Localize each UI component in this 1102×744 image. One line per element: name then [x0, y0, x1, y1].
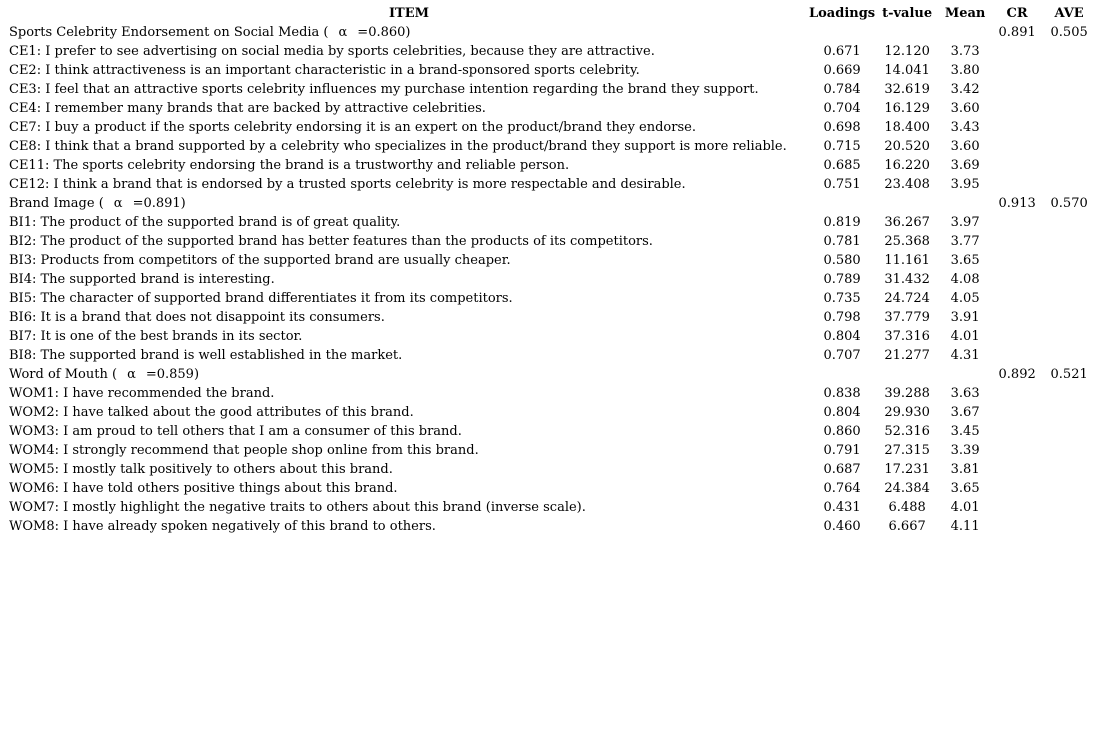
item-text: WOM1: I have recommended the brand.	[9, 386, 275, 401]
t-value: 24.724	[884, 291, 930, 306]
alpha-value: =0.891)	[132, 196, 186, 211]
t-value: 18.400	[884, 120, 930, 135]
table-row	[9, 156, 1095, 175]
table-row	[9, 498, 1095, 517]
loading-value: 0.819	[823, 215, 861, 230]
t-value: 31.432	[884, 272, 930, 287]
loading-value: 0.698	[823, 120, 861, 135]
empty-cell	[991, 118, 1043, 137]
item-text: CE7: I buy a product if the sports celebrity endorsing it is an expert on the product/brand they endorse.	[9, 120, 696, 135]
empty-cell	[1043, 346, 1095, 365]
header-item: ITEM	[388, 6, 430, 21]
empty-cell	[991, 346, 1043, 365]
mean-value: 4.01	[950, 500, 980, 515]
t-value: 39.288	[884, 386, 930, 401]
header-t-value: t-value	[882, 6, 933, 21]
empty-cell	[1043, 99, 1095, 118]
alpha-value: =0.859)	[145, 367, 200, 382]
loading-value: 0.860	[823, 424, 861, 439]
mean-value: 3.91	[950, 310, 980, 325]
mean-value: 3.65	[950, 481, 980, 496]
section-title	[9, 194, 809, 213]
item-text: WOM5: I mostly talk positively to others about this brand.	[9, 462, 393, 477]
mean-value: 3.77	[950, 234, 980, 249]
loading-value: 0.804	[823, 329, 861, 344]
empty-cell	[991, 80, 1043, 99]
item-text: BI4: The supported brand is interesting.	[9, 272, 275, 287]
empty-cell	[1043, 156, 1095, 175]
empty-cell	[1043, 61, 1095, 80]
mean-value: 3.80	[950, 63, 980, 78]
header-cr: CR	[1006, 6, 1028, 21]
item-text: CE8: I think that a brand supported by a celebrity who specializes in the product/brand they support is more reliable.	[9, 139, 787, 154]
mean-value: 3.65	[950, 253, 980, 268]
item-text: BI3: Products from competitors of the supported brand are usually cheaper.	[9, 253, 511, 268]
t-value: 32.619	[884, 82, 930, 97]
item-text: WOM8: I have already spoken negatively of this brand to others.	[9, 519, 436, 534]
empty-cell	[991, 479, 1043, 498]
alpha-symbol: α	[338, 25, 348, 40]
table-row	[9, 441, 1095, 460]
loading-value: 0.687	[823, 462, 861, 477]
loading-value: 0.838	[823, 386, 861, 401]
alpha-symbol: α	[127, 367, 136, 382]
empty-cell	[809, 23, 875, 42]
measurement-table	[9, 4, 1095, 536]
empty-cell	[1043, 80, 1095, 99]
loading-value: 0.669	[823, 63, 861, 78]
t-value: 37.779	[884, 310, 930, 325]
alpha-symbol: α	[113, 196, 123, 211]
empty-cell	[875, 23, 939, 42]
t-value: 16.220	[884, 158, 930, 173]
empty-cell	[875, 365, 939, 384]
table-row	[9, 251, 1095, 270]
mean-value: 3.43	[950, 120, 980, 135]
t-value: 6.667	[888, 519, 926, 534]
item-text: WOM7: I mostly highlight the negative traits to others about this brand (inverse scale).	[9, 500, 586, 515]
empty-cell	[991, 232, 1043, 251]
empty-cell	[991, 137, 1043, 156]
header-ave: AVE	[1054, 6, 1084, 21]
loading-value: 0.707	[823, 348, 861, 363]
section-name: Word of Mouth (	[9, 367, 118, 382]
empty-cell	[991, 498, 1043, 517]
item-text: WOM3: I am proud to tell others that I am a consumer of this brand.	[9, 424, 462, 439]
mean-value: 3.60	[950, 139, 980, 154]
table-row	[9, 289, 1095, 308]
loading-value: 0.715	[823, 139, 861, 154]
empty-cell	[1043, 460, 1095, 479]
table-row	[9, 61, 1095, 80]
mean-value: 3.42	[950, 82, 980, 97]
empty-cell	[1043, 308, 1095, 327]
empty-cell	[991, 441, 1043, 460]
loading-value: 0.704	[823, 101, 861, 116]
loading-value: 0.685	[823, 158, 861, 173]
loading-value: 0.735	[823, 291, 861, 306]
empty-cell	[991, 156, 1043, 175]
mean-value: 4.01	[950, 329, 980, 344]
item-text: BI7: It is one of the best brands in its sector.	[9, 329, 303, 344]
t-value: 12.120	[884, 44, 930, 59]
table-row	[9, 42, 1095, 61]
empty-cell	[809, 194, 875, 213]
t-value: 17.231	[884, 462, 930, 477]
empty-cell	[1043, 213, 1095, 232]
alpha-value: =0.860)	[357, 25, 411, 40]
empty-cell	[939, 194, 991, 213]
loading-value: 0.784	[823, 82, 861, 97]
empty-cell	[991, 251, 1043, 270]
empty-cell	[991, 403, 1043, 422]
table-row	[9, 213, 1095, 232]
empty-cell	[809, 365, 875, 384]
table-body	[9, 23, 1095, 536]
mean-value: 3.95	[950, 177, 980, 192]
table-row	[9, 403, 1095, 422]
item-text: CE11: The sports celebrity endorsing the brand is a trustworthy and reliable person.	[9, 158, 570, 173]
mean-value: 3.63	[950, 386, 980, 401]
empty-cell	[991, 42, 1043, 61]
loading-value: 0.431	[823, 500, 861, 515]
cr-value: 0.891	[998, 25, 1036, 40]
empty-cell	[1043, 270, 1095, 289]
item-text: CE12: I think a brand that is endorsed by a trusted sports celebrity is more respectable and desirable.	[9, 177, 686, 192]
mean-value: 3.69	[950, 158, 980, 173]
empty-cell	[939, 23, 991, 42]
loading-value: 0.791	[823, 443, 861, 458]
section-row	[9, 194, 1095, 213]
item-text: WOM2: I have talked about the good attributes of this brand.	[9, 405, 414, 420]
table-row	[9, 232, 1095, 251]
loading-value: 0.751	[823, 177, 861, 192]
mean-value: 3.60	[950, 101, 980, 116]
loading-value: 0.781	[823, 234, 861, 249]
empty-cell	[1043, 517, 1095, 536]
mean-value: 4.08	[950, 272, 980, 287]
item-text: BI6: It is a brand that does not disappoint its consumers.	[9, 310, 385, 325]
empty-cell	[875, 194, 939, 213]
loading-value: 0.671	[823, 44, 861, 59]
t-value: 11.161	[884, 253, 930, 268]
item-text: WOM4: I strongly recommend that people shop online from this brand.	[9, 443, 479, 458]
table-row	[9, 118, 1095, 137]
empty-cell	[991, 422, 1043, 441]
t-value: 21.277	[884, 348, 930, 363]
table-row	[9, 479, 1095, 498]
empty-cell	[991, 517, 1043, 536]
cr-value: 0.913	[998, 196, 1036, 211]
t-value: 27.315	[884, 443, 930, 458]
mean-value: 4.05	[950, 291, 980, 306]
empty-cell	[991, 99, 1043, 118]
table-row	[9, 137, 1095, 156]
table-row	[9, 99, 1095, 118]
empty-cell	[1043, 384, 1095, 403]
empty-cell	[991, 308, 1043, 327]
loading-value: 0.460	[823, 519, 861, 534]
mean-value: 3.39	[950, 443, 980, 458]
t-value: 29.930	[884, 405, 930, 420]
header-mean: Mean	[944, 6, 986, 21]
t-value: 37.316	[884, 329, 930, 344]
empty-cell	[1043, 118, 1095, 137]
table-row	[9, 517, 1095, 536]
loading-value: 0.580	[823, 253, 861, 268]
table-row	[9, 460, 1095, 479]
section-name: Sports Celebrity Endorsement on Social Media (	[9, 25, 329, 40]
mean-value: 3.73	[950, 44, 980, 59]
mean-value: 3.45	[950, 424, 980, 439]
table-row	[9, 327, 1095, 346]
t-value: 20.520	[884, 139, 930, 154]
ave-value: 0.570	[1050, 196, 1088, 211]
t-value: 25.368	[884, 234, 930, 249]
t-value: 52.316	[884, 424, 930, 439]
item-text: BI1: The product of the supported brand is of great quality.	[9, 215, 401, 230]
t-value: 24.384	[884, 481, 930, 496]
empty-cell	[1043, 441, 1095, 460]
t-value: 23.408	[884, 177, 930, 192]
empty-cell	[1043, 175, 1095, 194]
header-loadings: Loadings	[809, 6, 876, 21]
item-text: CE4: I remember many brands that are backed by attractive celebrities.	[9, 101, 486, 116]
empty-cell	[1043, 42, 1095, 61]
empty-cell	[991, 327, 1043, 346]
section-row	[9, 365, 1095, 384]
section-title	[9, 365, 809, 384]
item-text: CE2: I think attractiveness is an important characteristic in a brand-sponsored sports celebrity.	[9, 63, 640, 78]
table-row	[9, 175, 1095, 194]
table-row	[9, 384, 1095, 403]
empty-cell	[1043, 422, 1095, 441]
empty-cell	[1043, 479, 1095, 498]
empty-cell	[991, 270, 1043, 289]
mean-value: 3.81	[950, 462, 980, 477]
item-text: BI8: The supported brand is well established in the market.	[9, 348, 403, 363]
empty-cell	[991, 61, 1043, 80]
empty-cell	[991, 175, 1043, 194]
section-title	[9, 23, 809, 42]
section-row	[9, 23, 1095, 42]
item-text: WOM6: I have told others positive things about this brand.	[9, 481, 398, 496]
t-value: 6.488	[888, 500, 926, 515]
t-value: 36.267	[884, 215, 930, 230]
measurement-table-container	[9, 4, 1095, 536]
empty-cell	[991, 384, 1043, 403]
empty-cell	[1043, 498, 1095, 517]
table-row	[9, 80, 1095, 99]
item-text: CE3: I feel that an attractive sports celebrity influences my purchase intention regarding the brand they support.	[9, 82, 759, 97]
empty-cell	[1043, 251, 1095, 270]
mean-value: 3.67	[950, 405, 980, 420]
empty-cell	[991, 289, 1043, 308]
section-name: Brand Image (	[9, 196, 104, 211]
table-row	[9, 422, 1095, 441]
empty-cell	[939, 365, 991, 384]
mean-value: 4.11	[950, 519, 980, 534]
item-text: BI5: The character of supported brand differentiates it from its competitors.	[9, 291, 513, 306]
mean-value: 3.97	[950, 215, 980, 230]
t-value: 16.129	[884, 101, 930, 116]
table-row	[9, 346, 1095, 365]
item-text: BI2: The product of the supported brand has better features than the products of its competitors.	[9, 234, 653, 249]
t-value: 14.041	[884, 63, 930, 78]
empty-cell	[1043, 403, 1095, 422]
empty-cell	[1043, 327, 1095, 346]
loading-value: 0.804	[823, 405, 861, 420]
item-text: CE1: I prefer to see advertising on social media by sports celebrities, because they are attractive.	[9, 44, 655, 59]
mean-value: 4.31	[950, 348, 980, 363]
header-row	[9, 4, 1095, 23]
empty-cell	[991, 213, 1043, 232]
empty-cell	[1043, 289, 1095, 308]
table-row	[9, 270, 1095, 289]
ave-value: 0.505	[1050, 25, 1088, 40]
loading-value: 0.798	[823, 310, 861, 325]
loading-value: 0.789	[823, 272, 861, 287]
table-row	[9, 308, 1095, 327]
empty-cell	[1043, 232, 1095, 251]
loading-value: 0.764	[823, 481, 861, 496]
ave-value: 0.521	[1050, 367, 1088, 382]
empty-cell	[1043, 137, 1095, 156]
cr-value: 0.892	[998, 367, 1036, 382]
empty-cell	[991, 460, 1043, 479]
